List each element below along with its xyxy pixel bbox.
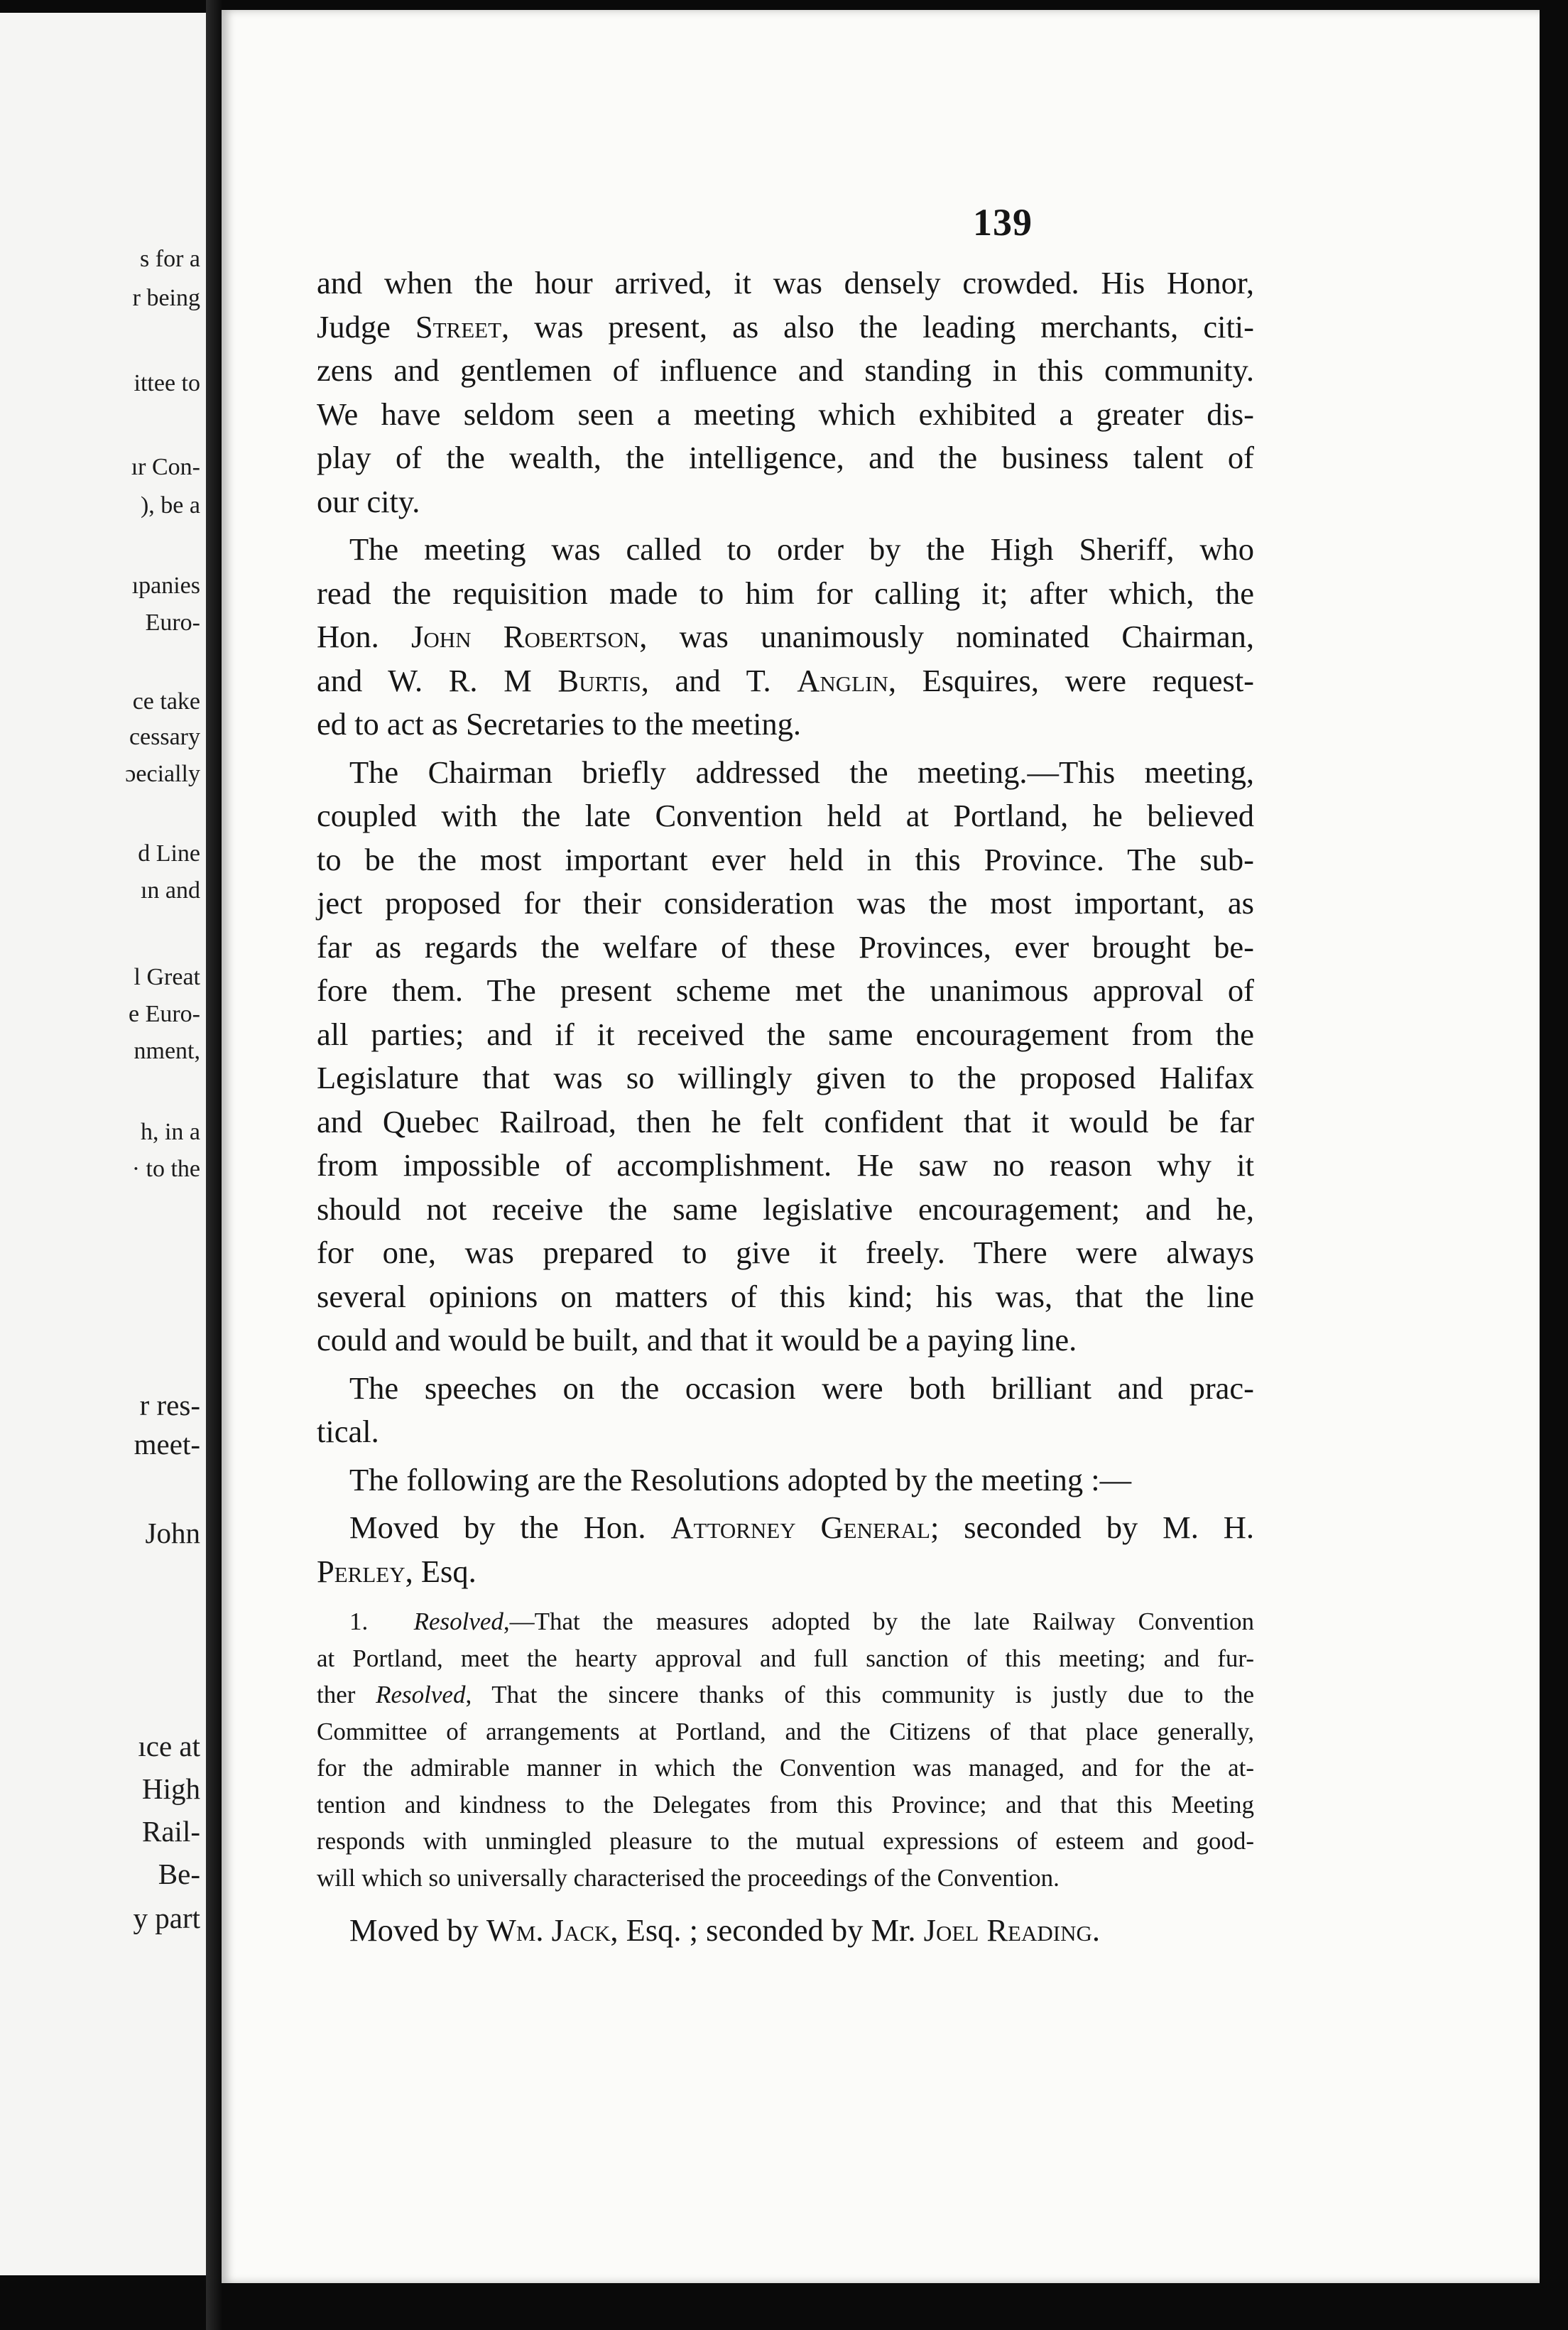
- text-line: our city.: [317, 483, 420, 519]
- text-line: tention and kindness to the Delegates from this Province; and that this Meeting: [317, 1790, 1254, 1819]
- text-line: at Portland, meet the hearty approval and full sanction of this meeting; and fur-: [317, 1644, 1254, 1672]
- paragraph-6: [317, 1506, 1254, 1593]
- left-facing-page: [0, 13, 206, 2275]
- left-page-text-fragment: meet-: [134, 1428, 200, 1461]
- book-gutter: [206, 0, 222, 2330]
- paragraph-3: [317, 751, 1254, 1362]
- text-line: responds with unmingled pleasure to the mutual expressions of esteem and good-: [317, 1827, 1254, 1855]
- left-page-text-fragment: Rail-: [142, 1815, 200, 1848]
- text-line: coupled with the late Convention held at Portland, he believed: [317, 798, 1254, 833]
- text-line: Judge Street, was present, as also the leading merchants, citi-: [317, 308, 1254, 345]
- text-line: Moved by Wm. Jack, Esq. ; seconded by Mr. Joel Reading.: [349, 1912, 1100, 1948]
- text-line: tical.: [317, 1414, 379, 1449]
- paragraph-5: [317, 1458, 1254, 1502]
- left-page-text-fragment: ın and: [140, 877, 200, 904]
- left-page-text-fragment: Euro-: [145, 609, 200, 636]
- left-page-text-fragment: John: [145, 1517, 200, 1549]
- text-line: Moved by the Hon. Attorney General; seconded by M. H.: [349, 1510, 1255, 1545]
- text-line: The meeting was called to order by the High Sheriff, who: [349, 531, 1254, 567]
- paragraph-1: [317, 261, 1254, 524]
- text-line: from impossible of accomplishment. He saw no reason why it: [317, 1147, 1254, 1183]
- resolution-1: [317, 1603, 1254, 1896]
- text-line: fore them. The present scheme met the unanimous approval of: [317, 972, 1254, 1008]
- text-line: The following are the Resolutions adopted by the meeting :—: [349, 1461, 1132, 1497]
- left-page-text-fragment: ıce at: [138, 1730, 200, 1762]
- left-page-text-fragment: ɔecially: [125, 761, 200, 787]
- left-page-text-fragment: h, in a: [140, 1119, 200, 1145]
- text-line: ject proposed for their consideration was the most important, as: [317, 885, 1254, 921]
- page-body: [317, 261, 1254, 1953]
- text-line: for one, was prepared to give it freely. There were always: [317, 1235, 1254, 1270]
- text-line: Legislature that was so willingly given to the proposed Halifax: [317, 1060, 1254, 1095]
- text-line: ther Resolved, That the sincere thanks of this community is justly due to the: [317, 1681, 1254, 1708]
- left-page-text-fragment: nment,: [134, 1038, 200, 1064]
- left-page-text-fragment: Be-: [158, 1858, 200, 1890]
- text-line: ed to act as Secretaries to the meeting.: [317, 706, 802, 742]
- left-page-text-fragment: High: [142, 1772, 200, 1805]
- text-line: far as regards the welfare of these Provinces, ever brought be-: [317, 928, 1254, 965]
- text-line: and Quebec Railroad, then he felt confident that it would be far: [317, 1103, 1254, 1139]
- left-page-text-fragment: ır Con-: [131, 454, 200, 480]
- left-page-text-fragment: y part: [133, 1902, 200, 1934]
- left-page-text-fragment: s for a: [140, 246, 200, 272]
- page-number: 139: [973, 201, 1033, 244]
- text-line: several opinions on matters of this kind; his was, that the line: [317, 1278, 1254, 1314]
- text-line: will which so universally characterised the proceedings of the Convention.: [317, 1863, 1060, 1892]
- text-line: to be the most important ever held in this Province. The sub-: [317, 841, 1254, 877]
- text-line: for the admirable manner in which the Convention was managed, and for the at-: [317, 1754, 1254, 1782]
- left-page-text-fragment: d Line: [138, 840, 200, 867]
- text-line: 1. Resolved,—That the measures adopted by the late Railway Convention: [349, 1608, 1254, 1635]
- text-line: The Chairman briefly addressed the meeting.—This meeting,: [349, 754, 1254, 790]
- left-page-text-fragment: ce take: [132, 688, 200, 715]
- text-line: all parties; and if it received the same encouragement from the: [317, 1016, 1254, 1052]
- left-page-text-fragment: ), be a: [140, 492, 200, 519]
- text-line: read the requisition made to him for calling it; after which, the: [317, 575, 1254, 611]
- text-line: should not receive the same legislative encouragement; and he,: [317, 1191, 1254, 1227]
- text-line: Hon. John Robertson, was unanimously nominated Chairman,: [317, 619, 1254, 654]
- left-page-text-fragment: · to the: [131, 1156, 200, 1182]
- left-page-text-fragment: r res-: [139, 1389, 200, 1421]
- text-line: play of the wealth, the intelligence, and the business talent of: [317, 440, 1254, 475]
- left-page-text-fragment: r being: [132, 285, 200, 311]
- left-page-text-fragment: cessary: [129, 724, 200, 750]
- paragraph-4: [317, 1367, 1254, 1454]
- text-line: We have seldom seen a meeting which exhibited a greater dis-: [317, 396, 1254, 432]
- text-line: The speeches on the occasion were both brilliant and prac-: [349, 1370, 1254, 1406]
- left-page-text-fragment: l Great: [134, 964, 200, 990]
- paragraph-2: [317, 528, 1254, 747]
- text-line: and when the hour arrived, it was densely crowded. His Honor,: [317, 265, 1254, 300]
- left-page-text-fragment: ittee to: [134, 370, 200, 396]
- left-page-text-fragment: ıpanies: [131, 573, 200, 599]
- text-line: Perley, Esq.: [317, 1553, 477, 1589]
- left-page-text-fragment: e Euro-: [128, 1001, 200, 1027]
- text-line: and W. R. M Burtis, and T. Anglin, Esquires, were request-: [317, 662, 1255, 698]
- text-line: Committee of arrangements at Portland, and the Citizens of that place generally,: [317, 1717, 1254, 1745]
- text-line: could and would be built, and that it would be a paying line.: [317, 1322, 1077, 1358]
- paragraph-7: [317, 1909, 1254, 1953]
- text-line: zens and gentlemen of influence and standing in this community.: [317, 352, 1254, 388]
